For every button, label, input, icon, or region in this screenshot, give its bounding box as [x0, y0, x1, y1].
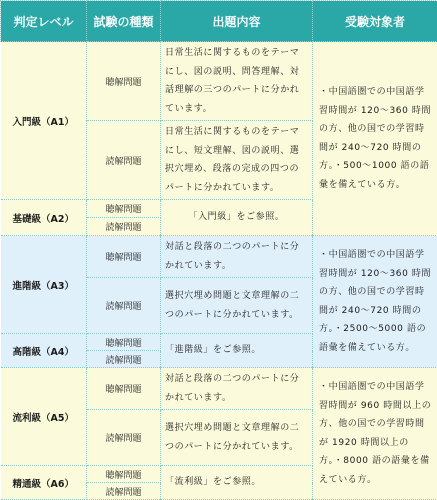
- exam-type: 聴解問題: [87, 368, 161, 410]
- exam-content: 日常生活に関するものをテーマにし、図の説明、問答理解、対話理解の三つのパートに分かれています。: [161, 42, 313, 121]
- exam-type: 聴解問題: [87, 334, 161, 351]
- exam-content-reference: 「流利級」をご参照。: [161, 466, 313, 500]
- exam-type: 聴解問題: [87, 236, 161, 278]
- header-level: 判定レベル: [1, 1, 87, 42]
- level-a6: 精通級（A6）: [1, 466, 87, 500]
- exam-type: 読解問題: [87, 218, 161, 236]
- header-content: 出題内容: [161, 1, 313, 42]
- exam-type: 読解問題: [87, 483, 161, 500]
- target-description: ・中国語圏での中国語学習時間が 120～360 時間の方、他の国での学習時間が 240～720 時間の方。・2500～5000 語の語彙を備えている方。: [313, 236, 437, 368]
- table-row: [1, 42, 437, 121]
- exam-type: 読解問題: [87, 351, 161, 368]
- exam-content-reference: 「入門級」をご参照。: [161, 200, 313, 236]
- exam-type: 読解問題: [87, 121, 161, 200]
- exam-content: 日常生活に関するものをテーマにし、短文理解、図の説明、選択穴埋め、段落の完成の四つのパートに分かれています。: [161, 121, 313, 200]
- table-row: [1, 368, 437, 410]
- exam-type: 読解問題: [87, 410, 161, 466]
- exam-type: 聴解問題: [87, 200, 161, 218]
- exam-type: 聴解問題: [87, 42, 161, 121]
- exam-type: 聴解問題: [87, 466, 161, 483]
- level-a2: 基礎級（A2）: [1, 200, 87, 236]
- exam-type: 読解問題: [87, 278, 161, 334]
- exam-content: 対話と段落の二つのパートに分かれています。: [161, 236, 313, 278]
- target-description: ・中国語圏での中国語学習時間が 960 時間以上の方、他の国での学習時間が 1920 時間以上の方。・8000 語の語彙を備えている方。: [313, 368, 437, 500]
- table-row: [1, 236, 437, 278]
- target-description: ・中国語圏での中国語学習時間が 120～360 時間の方、他の国での学習時間が 240～720 時間の方。・500～1000 語の語彙を備えている方。: [313, 42, 437, 236]
- exam-content: 選択穴埋め問題と文章理解の二つのパートに分かれています。: [161, 278, 313, 334]
- level-a1: 入門級（A1）: [1, 42, 87, 200]
- level-a4: 高階級（A4）: [1, 334, 87, 368]
- level-a3: 進階級（A3）: [1, 236, 87, 334]
- header-exam-type: 試験の種類: [87, 1, 161, 42]
- level-a5: 流利級（A5）: [1, 368, 87, 466]
- header-target: 受験対象者: [313, 1, 437, 42]
- exam-content: 選択穴埋め問題と文章理解の二つのパートに分かれています。: [161, 410, 313, 466]
- exam-content-reference: 「進階級」をご参照。: [161, 334, 313, 368]
- exam-content: 対話と段落の二つのパートに分かれています。: [161, 368, 313, 410]
- header-row: [1, 1, 437, 42]
